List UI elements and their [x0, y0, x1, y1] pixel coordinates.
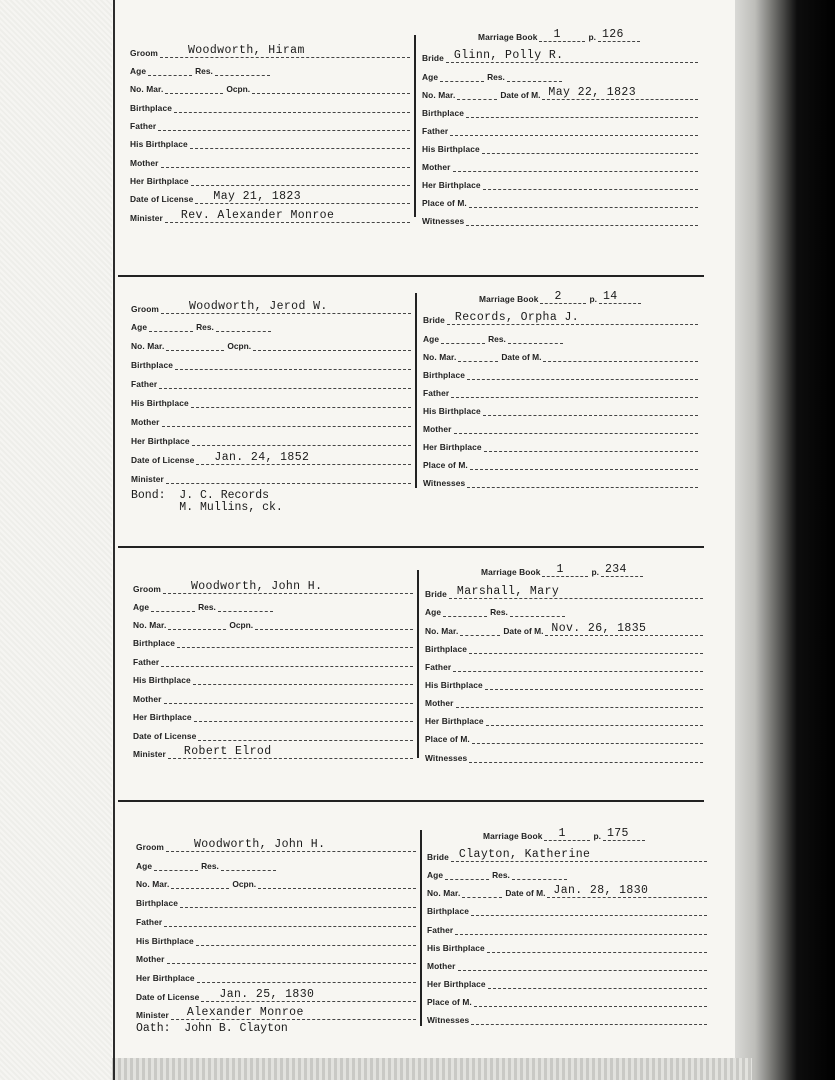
bride-no-mar — [460, 625, 500, 636]
marriage-book-label: Marriage Book — [479, 294, 539, 304]
groom-res — [216, 321, 271, 332]
birthplace-label: Birthplace — [423, 370, 465, 380]
marriage-book-number — [544, 827, 590, 841]
place-of-marriage — [474, 996, 707, 1007]
column-divider — [420, 830, 422, 1026]
groom-label: Groom — [130, 48, 158, 58]
marriage-book-number-value: 2 — [554, 290, 562, 303]
his-birthplace-label: His Birthplace — [423, 406, 481, 416]
birthplace-label: Birthplace — [133, 638, 175, 648]
groom-name-value: Woodworth, Jerod W. — [188, 300, 328, 313]
groom-name-value: Woodworth, John H. — [193, 838, 326, 851]
age-label: Age — [130, 66, 147, 76]
her-birthplace-label: Her Birthplace — [131, 436, 190, 446]
his-birthplace-label: His Birthplace — [422, 144, 480, 154]
marriage-book-label: Marriage Book — [483, 831, 543, 841]
minister-label: Minister — [130, 213, 163, 223]
date-of-m-label: Date of M. — [501, 352, 542, 362]
groom-label: Groom — [133, 584, 161, 594]
res-label: Res. — [488, 334, 506, 344]
record-divider — [118, 546, 704, 548]
bride-name — [451, 848, 707, 862]
birthplace-label: Birthplace — [425, 644, 467, 654]
no-mar-label: No. Mar. — [130, 84, 164, 94]
bride-his-birthplace — [482, 143, 698, 154]
groom-her-birthplace — [192, 435, 411, 446]
marriage-book-ref — [478, 28, 678, 42]
mother-label: Mother — [423, 424, 452, 434]
father-label: Father — [130, 121, 157, 131]
bride-no-mar — [457, 89, 497, 100]
bride-birthplace — [466, 107, 698, 118]
bride-mother — [456, 697, 703, 708]
his-birthplace-label: His Birthplace — [136, 936, 194, 946]
mother-label: Mother — [131, 417, 160, 427]
bride-father — [455, 924, 707, 935]
date-of-license-label: Date of License — [133, 731, 197, 741]
father-label: Father — [133, 657, 160, 667]
bride-birthplace — [467, 369, 698, 380]
page-number-value: 14 — [602, 290, 618, 303]
bride-age — [443, 606, 487, 617]
place-of-marriage — [469, 197, 698, 208]
page-number — [603, 827, 645, 841]
groom-name-value: Woodworth, Hiram — [187, 44, 305, 57]
record-note: Bond: J. C. Records — [131, 489, 270, 502]
birthplace-label: Birthplace — [131, 360, 173, 370]
place-of-m-label: Place of M. — [423, 460, 468, 470]
bride-label: Bride — [422, 53, 444, 63]
date-of-marriage — [543, 351, 698, 362]
record-note: Oath: John B. Clayton — [136, 1022, 288, 1035]
groom-mother — [164, 693, 413, 704]
page-number — [599, 290, 641, 304]
bride-father — [450, 125, 698, 136]
groom-her-birthplace — [191, 175, 410, 186]
bride-name-value: Records, Orpha J. — [454, 311, 580, 324]
page-number-value: 234 — [604, 563, 627, 576]
groom-res — [221, 860, 276, 871]
father-label: Father — [425, 662, 452, 672]
groom-age — [154, 860, 198, 871]
minister-label: Minister — [131, 474, 164, 484]
bride-father — [453, 661, 703, 672]
groom-his-birthplace — [196, 935, 416, 946]
witnesses-label: Witnesses — [422, 216, 465, 226]
birthplace-label: Birthplace — [130, 103, 172, 113]
ocpn-label: Ocpn. — [229, 620, 254, 630]
scan-margin-right — [735, 0, 835, 1080]
bride-his-birthplace — [483, 405, 698, 416]
groom-no-mar — [171, 878, 229, 889]
groom-res — [218, 601, 273, 612]
bride-his-birthplace — [487, 942, 707, 953]
record-divider — [118, 800, 704, 802]
groom-age — [149, 321, 193, 332]
bride-birthplace — [469, 643, 703, 654]
place-of-m-label: Place of M. — [427, 997, 472, 1007]
date-of-license-value: Jan. 25, 1830 — [219, 988, 315, 1001]
witnesses-label: Witnesses — [427, 1015, 470, 1025]
groom-his-birthplace — [193, 674, 413, 685]
mother-label: Mother — [133, 694, 162, 704]
marriage-book-ref — [481, 563, 681, 577]
mother-label: Mother — [425, 698, 454, 708]
place-of-marriage — [470, 459, 698, 470]
witnesses-label: Witnesses — [425, 753, 468, 763]
birthplace-label: Birthplace — [136, 898, 178, 908]
bride-her-birthplace — [488, 978, 707, 989]
res-label: Res. — [490, 607, 508, 617]
minister — [166, 473, 411, 484]
page-number — [598, 28, 640, 42]
page-number-value: 126 — [601, 28, 624, 41]
his-birthplace-label: His Birthplace — [425, 680, 483, 690]
date-of-marriage-value: Jan. 28, 1830 — [553, 884, 649, 897]
bride-name-value: Clayton, Katherine — [458, 848, 591, 861]
his-birthplace-label: His Birthplace — [133, 675, 191, 685]
marriage-book-number-value: 1 — [556, 563, 564, 576]
bride-no-mar — [462, 887, 502, 898]
mother-label: Mother — [427, 961, 456, 971]
date-of-license — [195, 190, 410, 204]
place-of-m-label: Place of M. — [425, 734, 470, 744]
date-of-license — [196, 451, 411, 465]
groom-name — [163, 580, 413, 594]
groom-label: Groom — [136, 842, 164, 852]
marriage-book-label: Marriage Book — [481, 567, 541, 577]
no-mar-label: No. Mar. — [425, 626, 459, 636]
age-label: Age — [133, 602, 150, 612]
minister-label: Minister — [136, 1010, 169, 1020]
marriage-book-number — [540, 290, 586, 304]
her-birthplace-label: Her Birthplace — [423, 442, 482, 452]
date-of-marriage-value: Nov. 26, 1835 — [551, 622, 647, 635]
record-note: M. Mullins, ck. — [131, 501, 283, 514]
groom-age — [148, 65, 192, 76]
birthplace-label: Birthplace — [427, 906, 469, 916]
bride-res — [507, 71, 562, 82]
witnesses — [467, 477, 698, 488]
witnesses — [469, 752, 703, 763]
minister — [171, 1006, 416, 1020]
page-number-value: 175 — [606, 827, 629, 840]
bride-res — [510, 606, 565, 617]
age-label: Age — [131, 322, 148, 332]
bride-name — [449, 585, 703, 599]
groom-her-birthplace — [197, 972, 416, 983]
groom-her-birthplace — [194, 711, 413, 722]
bride-name-value: Marshall, Mary — [456, 585, 560, 598]
bride-label: Bride — [425, 589, 447, 599]
page-label: p. — [588, 32, 596, 42]
mother-label: Mother — [422, 162, 451, 172]
no-mar-label: No. Mar. — [427, 888, 461, 898]
date-of-license-value: Jan. 24, 1852 — [214, 451, 310, 464]
res-label: Res. — [492, 870, 510, 880]
groom-name — [166, 838, 416, 852]
bride-name — [447, 311, 698, 325]
date-of-m-label: Date of M. — [503, 626, 544, 636]
bride-father — [451, 387, 698, 398]
bride-name — [446, 49, 698, 63]
date-of-m-label: Date of M. — [500, 90, 541, 100]
no-mar-label: No. Mar. — [423, 352, 457, 362]
page-label: p. — [589, 294, 597, 304]
groom-ocpn — [252, 83, 410, 94]
bride-her-birthplace — [486, 715, 703, 726]
groom-his-birthplace — [191, 397, 411, 408]
mother-label: Mother — [130, 158, 159, 168]
card-left-edge — [113, 0, 115, 1080]
groom-no-mar — [168, 619, 226, 630]
date-of-license — [198, 730, 413, 741]
groom-ocpn — [253, 340, 411, 351]
his-birthplace-label: His Birthplace — [131, 398, 189, 408]
marriage-book-number-value: 1 — [553, 28, 561, 41]
groom-birthplace — [175, 359, 411, 370]
her-birthplace-label: Her Birthplace — [422, 180, 481, 190]
date-of-marriage-value: May 22, 1823 — [548, 86, 637, 99]
age-label: Age — [425, 607, 442, 617]
mother-label: Mother — [136, 954, 165, 964]
date-of-m-label: Date of M. — [505, 888, 546, 898]
bride-birthplace — [471, 905, 707, 916]
bride-age — [440, 71, 484, 82]
her-birthplace-label: Her Birthplace — [133, 712, 192, 722]
groom-no-mar — [165, 83, 223, 94]
witnesses-label: Witnesses — [423, 478, 466, 488]
groom-mother — [161, 157, 410, 168]
marriage-book-number — [542, 563, 588, 577]
her-birthplace-label: Her Birthplace — [136, 973, 195, 983]
minister-value: Rev. Alexander Monroe — [180, 209, 335, 222]
scan-margin-bottom — [112, 1058, 752, 1080]
groom-his-birthplace — [190, 138, 410, 149]
column-divider — [415, 293, 417, 488]
date-of-marriage — [542, 86, 698, 100]
groom-mother — [167, 953, 416, 964]
bride-his-birthplace — [485, 679, 703, 690]
minister-value: Alexander Monroe — [186, 1006, 304, 1019]
marriage-book-number-value: 1 — [558, 827, 566, 840]
bride-mother — [458, 960, 707, 971]
column-divider — [417, 570, 419, 758]
groom-res — [215, 65, 270, 76]
witnesses — [466, 215, 698, 226]
groom-ocpn — [258, 878, 416, 889]
page-number — [601, 563, 643, 577]
res-label: Res. — [198, 602, 216, 612]
birthplace-label: Birthplace — [422, 108, 464, 118]
date-of-license-label: Date of License — [131, 455, 195, 465]
ocpn-label: Ocpn. — [226, 84, 251, 94]
bride-label: Bride — [423, 315, 445, 325]
bride-mother — [454, 423, 698, 434]
groom-father — [161, 656, 413, 667]
groom-label: Groom — [131, 304, 159, 314]
age-label: Age — [427, 870, 444, 880]
his-birthplace-label: His Birthplace — [427, 943, 485, 953]
groom-father — [159, 378, 411, 389]
minister-label: Minister — [133, 749, 166, 759]
place-of-marriage — [472, 733, 703, 744]
date-of-marriage — [545, 622, 703, 636]
bride-age — [445, 869, 489, 880]
bride-res — [508, 333, 563, 344]
father-label: Father — [131, 379, 158, 389]
her-birthplace-label: Her Birthplace — [130, 176, 189, 186]
minister-value: Robert Elrod — [183, 745, 272, 758]
ocpn-label: Ocpn. — [232, 879, 257, 889]
res-label: Res. — [201, 861, 219, 871]
groom-birthplace — [174, 102, 410, 113]
no-mar-label: No. Mar. — [422, 90, 456, 100]
bride-res — [512, 869, 567, 880]
groom-name — [161, 300, 411, 314]
page-label: p. — [593, 831, 601, 841]
her-birthplace-label: Her Birthplace — [425, 716, 484, 726]
marriage-book-ref — [483, 827, 683, 841]
date-of-license — [201, 988, 416, 1002]
marriage-book-label: Marriage Book — [478, 32, 538, 42]
groom-ocpn — [255, 619, 413, 630]
record-divider — [118, 275, 704, 277]
father-label: Father — [136, 917, 163, 927]
ocpn-label: Ocpn. — [227, 341, 252, 351]
page-label: p. — [591, 567, 599, 577]
res-label: Res. — [196, 322, 214, 332]
bride-her-birthplace — [483, 179, 698, 190]
no-mar-label: No. Mar. — [131, 341, 165, 351]
groom-birthplace — [177, 637, 413, 648]
bride-label: Bride — [427, 852, 449, 862]
age-label: Age — [422, 72, 439, 82]
date-of-license-label: Date of License — [136, 992, 200, 1002]
father-label: Father — [423, 388, 450, 398]
her-birthplace-label: Her Birthplace — [427, 979, 486, 989]
groom-mother — [162, 416, 411, 427]
groom-father — [164, 916, 416, 927]
res-label: Res. — [195, 66, 213, 76]
date-of-license-value: May 21, 1823 — [213, 190, 302, 203]
minister — [168, 745, 413, 759]
groom-name — [160, 44, 410, 58]
age-label: Age — [423, 334, 440, 344]
marriage-book-number — [539, 28, 585, 42]
groom-birthplace — [180, 897, 416, 908]
no-mar-label: No. Mar. — [136, 879, 170, 889]
witnesses — [471, 1014, 707, 1025]
date-of-license-label: Date of License — [130, 194, 194, 204]
age-label: Age — [136, 861, 153, 871]
no-mar-label: No. Mar. — [133, 620, 167, 630]
father-label: Father — [427, 925, 454, 935]
his-birthplace-label: His Birthplace — [130, 139, 188, 149]
groom-name-value: Woodworth, John H. — [190, 580, 323, 593]
marriage-book-ref — [479, 290, 679, 304]
groom-age — [151, 601, 195, 612]
groom-father — [158, 120, 410, 131]
bride-her-birthplace — [484, 441, 698, 452]
bride-no-mar — [458, 351, 498, 362]
place-of-m-label: Place of M. — [422, 198, 467, 208]
date-of-marriage — [547, 884, 707, 898]
minister — [165, 209, 410, 223]
column-divider — [414, 35, 416, 217]
bride-name-value: Glinn, Polly R. — [453, 49, 564, 62]
bride-mother — [453, 161, 698, 172]
groom-no-mar — [166, 340, 224, 351]
res-label: Res. — [487, 72, 505, 82]
bride-age — [441, 333, 485, 344]
father-label: Father — [422, 126, 449, 136]
scan-margin-left — [0, 0, 112, 1080]
